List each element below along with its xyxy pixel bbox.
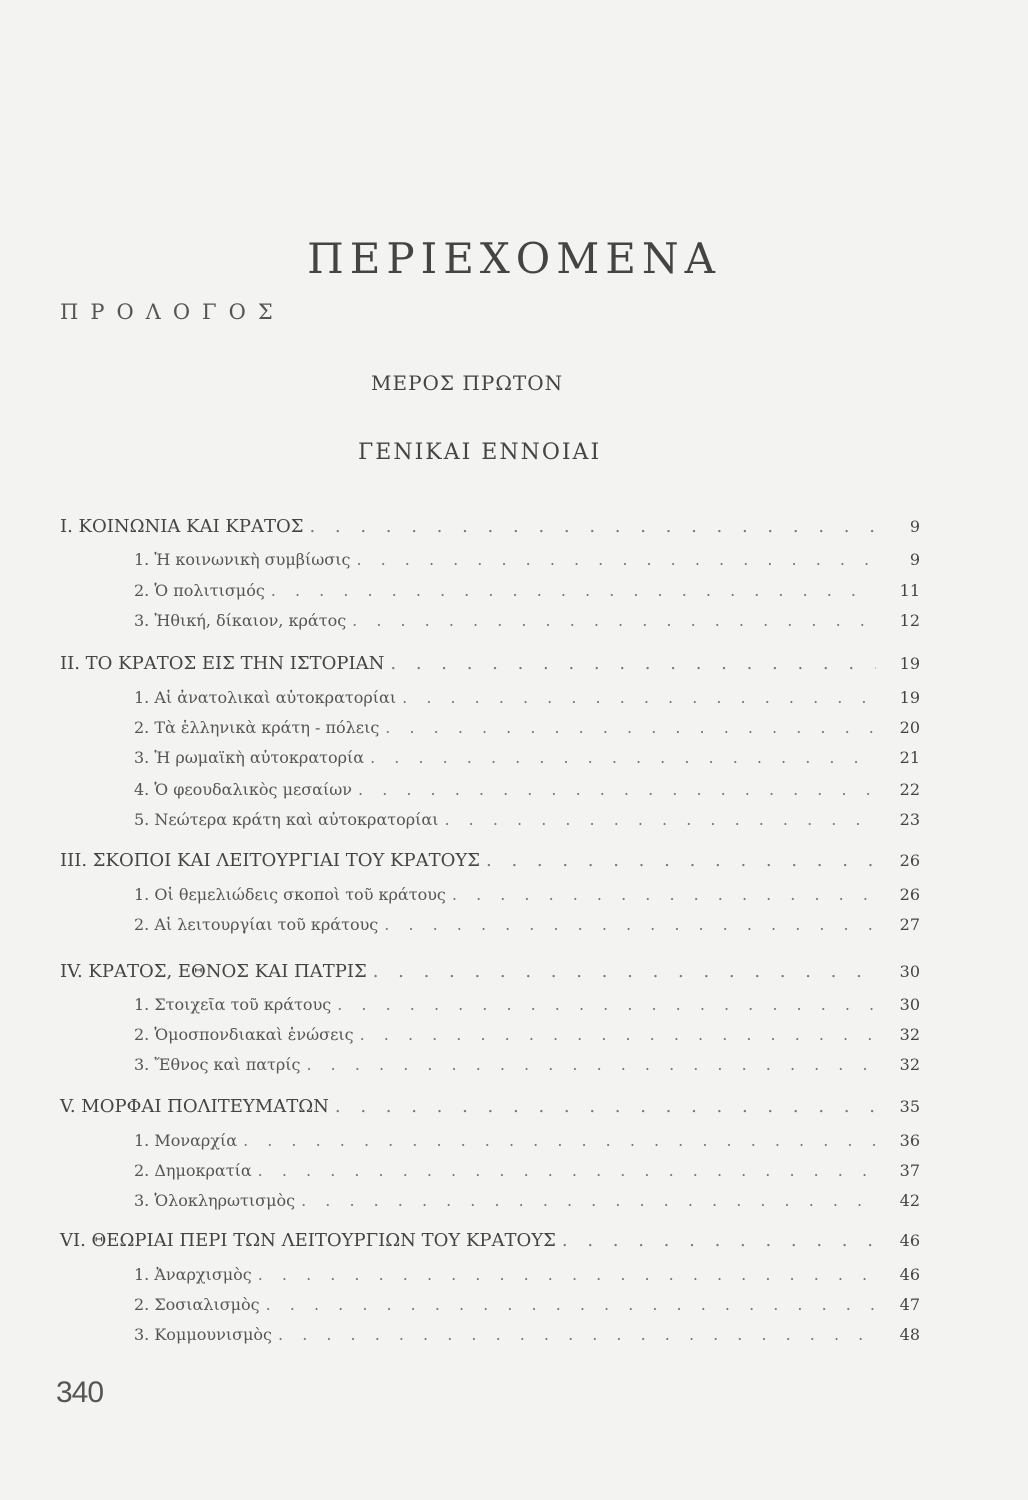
toc-section-label: 1. Ἡ κοινωνικὴ συμβίωσις: [134, 550, 351, 569]
toc-page-number: 42: [899, 1191, 920, 1210]
toc-section: [60, 1025, 920, 1049]
toc-section: [60, 915, 920, 939]
dot-leader: [452, 885, 876, 904]
toc-chapter-label: V. ΜΟΡΦΑΙ ΠΟΛΙΤΕΥΜΑΤΩΝ: [60, 1096, 329, 1117]
dot-leader: [385, 718, 876, 737]
dot-leader: [445, 810, 877, 829]
toc-section-label: 2. Ὁμοσπονδιακαὶ ἑνώσεις: [134, 1025, 354, 1044]
toc-chapter: [60, 653, 920, 677]
toc-page-number: 36: [899, 1131, 920, 1150]
toc-section-label: 3. Κομμουνισμὸς: [134, 1325, 273, 1344]
toc-page-number: 22: [899, 780, 920, 799]
toc-section: [60, 688, 920, 712]
toc-section-label: 1. Στοιχεῖα τοῦ κράτους: [134, 995, 332, 1014]
toc-page-number: 9: [909, 550, 920, 569]
toc-page-number: 23: [899, 810, 920, 829]
dot-leader: [370, 748, 876, 767]
toc-page-number: 27: [899, 915, 920, 934]
part-title: ΜΕΡΟΣ ΠΡΩΤΟΝ: [371, 371, 564, 395]
toc-page-number: 12: [899, 611, 920, 630]
toc-page-number: 30: [899, 962, 920, 981]
dot-leader: [360, 1025, 876, 1044]
toc-page-number: 21: [899, 748, 920, 767]
toc-chapter-label: IV. ΚΡΑΤΟΣ, ΕΘΝΟΣ ΚΑΙ ΠΑΤΡΙΣ: [60, 961, 367, 982]
toc-section-label: 3. Ὁλοκληρωτισμὸς: [134, 1191, 296, 1210]
toc-section: [60, 1325, 920, 1349]
toc-section: [60, 1055, 920, 1079]
dot-leader: [358, 780, 876, 799]
toc-section: [60, 550, 920, 574]
toc-section: [60, 780, 920, 804]
toc-section: [60, 748, 920, 772]
toc-page-number: 32: [899, 1025, 920, 1044]
toc-chapter-label: VI. ΘΕΩΡΙΑΙ ΠΕΡΙ ΤΩΝ ΛΕΙΤΟΥΡΓΙΩΝ ΤΟΥ ΚΡΑΤΟΥΣ: [60, 1230, 556, 1251]
toc-page-number: 48: [899, 1325, 920, 1344]
dot-leader: [335, 1096, 876, 1117]
dot-leader: [356, 550, 876, 569]
toc-section-label: 3. Ἡ ρωμαϊκὴ αὐτοκρατορία: [134, 748, 365, 767]
toc-section: [60, 1161, 920, 1185]
toc-page-number: 46: [899, 1231, 920, 1250]
toc-section: [60, 1191, 920, 1215]
page-number: 340: [56, 1376, 104, 1409]
toc-page-number: 19: [899, 654, 920, 673]
toc-section-label: 2. Δημοκρατία: [134, 1161, 252, 1180]
dot-leader: [309, 516, 876, 537]
part-subtitle: ΓΕΝΙΚΑΙ ΕΝΝΟΙΑΙ: [358, 440, 602, 465]
toc-section-label: 1. Μοναρχία: [134, 1131, 238, 1150]
dot-leader: [402, 688, 876, 707]
toc-section-label: 3. Ἠθική, δίκαιον, κράτος: [134, 611, 347, 630]
dot-leader: [301, 1191, 876, 1210]
toc-section-label: 1. Ἀναρχισμὸς: [134, 1265, 252, 1284]
dot-leader: [258, 1265, 876, 1284]
toc-page-number: 37: [899, 1161, 920, 1180]
toc-section-label: 2. Τὰ ἑλληνικὰ κράτη - πόλεις: [134, 718, 380, 737]
toc-section-label: 4. Ὁ φεουδαλικὸς μεσαίων: [134, 780, 353, 799]
toc-chapter: [60, 1230, 920, 1254]
toc-page-number: 30: [899, 995, 920, 1014]
dot-leader: [352, 611, 876, 630]
toc-page-number: 47: [899, 1295, 920, 1314]
toc-section-label: 3. Ἔθνος καὶ πατρίς: [134, 1055, 301, 1074]
dot-leader: [278, 1325, 876, 1344]
dot-leader: [258, 1161, 876, 1180]
toc-page-number: 20: [899, 718, 920, 737]
toc-section: [60, 885, 920, 909]
dot-leader: [266, 1295, 876, 1314]
toc-page-number: 11: [899, 581, 920, 600]
toc-chapter: [60, 516, 920, 540]
toc-page-number: 35: [899, 1097, 920, 1116]
toc-page-number: 26: [899, 851, 920, 870]
dot-leader: [384, 915, 876, 934]
toc-section: [60, 995, 920, 1019]
toc-chapter-label: Ι. ΚΟΙΝΩΝΙΑ ΚΑΙ ΚΡΑΤΟΣ: [60, 516, 304, 537]
dot-leader: [486, 850, 876, 871]
toc-page-number: 19: [899, 688, 920, 707]
toc-section: [60, 718, 920, 742]
toc-chapter: [60, 961, 920, 985]
dot-leader: [373, 961, 876, 982]
toc-chapter-label: ΙΙ. ΤΟ ΚΡΑΤΟΣ ΕΙΣ ΤΗΝ ΙΣΤΟΡΙΑΝ: [60, 653, 385, 674]
toc-section: [60, 1131, 920, 1155]
prologue-heading: ΠΡΟΛΟΓΟΣ: [60, 300, 285, 324]
dot-leader: [390, 653, 876, 674]
page-title: ΠΕΡΙΕΧΟΜΕΝΑ: [307, 234, 721, 284]
toc-section: [60, 611, 920, 635]
dot-leader: [271, 581, 876, 600]
toc-section: [60, 810, 920, 834]
toc-page-number: 26: [899, 885, 920, 904]
toc-page-number: 9: [909, 517, 920, 536]
toc-section-label: 5. Νεώτερα κράτη καὶ αὐτοκρατορίαι: [134, 810, 439, 829]
toc-section-label: 1. Οἱ θεμελιώδεις σκοποὶ τοῦ κράτους: [134, 885, 446, 904]
toc-section: [60, 1295, 920, 1319]
toc-section-label: 1. Αἱ ἀνατολικαὶ αὐτοκρατορίαι: [134, 688, 397, 707]
toc-chapter: [60, 850, 920, 874]
toc-section-label: 2. Αἱ λειτουργίαι τοῦ κράτους: [134, 915, 379, 934]
dot-leader: [307, 1055, 877, 1074]
toc-section-label: 2. Σοσιαλισμὸς: [134, 1295, 260, 1314]
dot-leader: [243, 1131, 876, 1150]
dot-leader: [337, 995, 876, 1014]
toc-chapter: [60, 1096, 920, 1120]
toc-chapter-label: ΙΙΙ. ΣΚΟΠΟΙ ΚΑΙ ΛΕΙΤΟΥΡΓΙΑΙ ΤΟΥ ΚΡΑΤΟΥΣ: [60, 850, 481, 871]
dot-leader: [562, 1230, 876, 1251]
toc-section: [60, 581, 920, 605]
toc-page-number: 46: [899, 1265, 920, 1284]
toc-section-label: 2. Ὁ πολιτισμός: [134, 581, 265, 600]
toc-page-number: 32: [899, 1055, 920, 1074]
toc-section: [60, 1265, 920, 1289]
